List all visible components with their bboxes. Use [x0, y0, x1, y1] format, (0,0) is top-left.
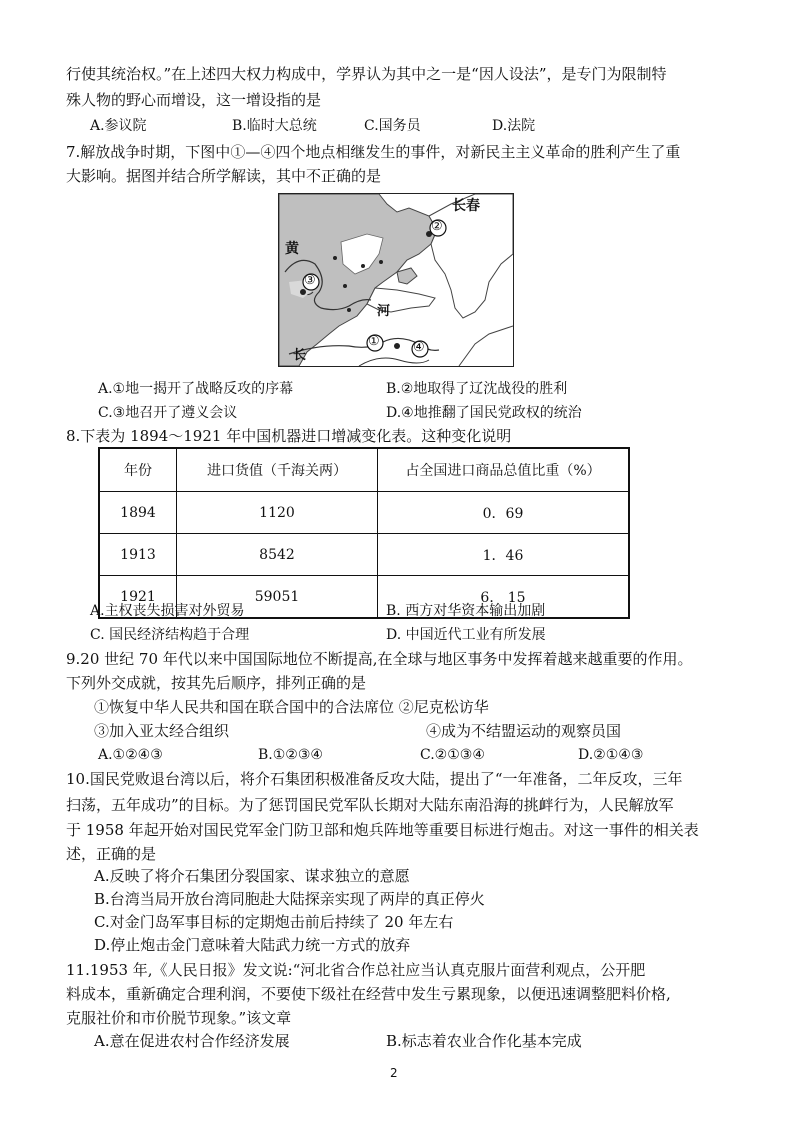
q10-stem-line4: 述，正确的是: [66, 845, 157, 863]
cell-value: 8542: [177, 534, 378, 576]
table-row: [99, 492, 629, 534]
q9-item-3: ③加入亚太经合组织: [94, 722, 230, 740]
page-number: 2: [390, 1066, 398, 1080]
q9-option-c: C.②①③④: [420, 747, 485, 763]
q10-stem-line3: 于 1958 年起开始对国民党军金门防卫部和炮兵阵地等重要目标进行炮击。对这一事件的相关表: [66, 821, 699, 839]
cell-share: 6． 15: [378, 576, 630, 619]
q8-option-b: B. 西方对华资本输出加剧: [386, 603, 546, 619]
q7-option-b: B.②地取得了辽沈战役的胜利: [386, 381, 568, 397]
q9-item-1-2: ①恢复中华人民共和国在联合国中的合法席位 ②尼克松访华: [94, 698, 489, 716]
q7-stem-line1: 7.解放战争时期，下图中①—④四个地点相继发生的事件，对新民主主义革命的胜利产生了重: [66, 143, 681, 161]
q10-stem-line1: 10.国民党败退台湾以后，将介石集团积极准备反攻大陆，提出了“一年准备，二年反攻，三年: [66, 770, 683, 788]
map-label-changchun: 长春: [452, 198, 480, 214]
q11-stem-line2: 料成本，重新确定合理利润，不要使下级社在经营中发生亏累现象，以便迅速调整肥料价格,: [66, 985, 671, 1003]
q7-stem-line2: 大影响。据图并结合所学解读，其中不正确的是: [66, 167, 382, 185]
cell-share: 0．69: [378, 492, 630, 534]
cell-value: 59051: [177, 576, 378, 619]
cell-value: 1120: [177, 492, 378, 534]
q10-option-b: B.台湾当局开放台湾同胞赴大陆探亲实现了两岸的真正停火: [94, 890, 485, 908]
map-label-huang: 黄: [285, 241, 299, 257]
q11-stem-line1: 11.1953 年,《人民日报》发文说:“河北省合作总社应当认真克服片面营利观点，公开肥: [66, 961, 646, 979]
import-table: [98, 447, 630, 619]
q11-option-a: A.意在促进农村合作经济发展: [94, 1032, 290, 1050]
q6-stem-line1: 行使其统治权。”在上述四大权力构成中，学界认为其中之一是“因人设法”，是专门为限制特: [66, 65, 667, 83]
q10-option-c: C.对金门岛军事目标的定期炮击前后持续了 20 年左右: [94, 913, 454, 931]
q8-option-d: D. 中国近代工业有所发展: [386, 627, 546, 643]
q8-stem: 8.下表为 1894～1921 年中国机器进口增减变化表。这种变化说明: [66, 427, 512, 445]
cell-share: 1．46: [378, 534, 630, 576]
q9-stem-line2: 下列外交成就，按其先后顺序，排列正确的是: [66, 674, 367, 692]
q7-option-a: A.①地一揭开了战略反攻的序幕: [98, 381, 294, 397]
q7-option-d: D.④地推翻了国民党政权的统治: [386, 405, 582, 421]
q9-item-4: ④成为不结盟运动的观察员国: [426, 722, 622, 740]
map-marker-4: ④: [413, 340, 425, 355]
q11-option-b: B.标志着农业合作化基本完成: [386, 1032, 582, 1050]
map-marker-1: ①: [368, 334, 380, 349]
cell-year: 1921: [99, 576, 177, 619]
table-row: [99, 534, 629, 576]
q6-option-a: A.参议院: [90, 118, 147, 134]
q9-option-d: D.②①④③: [578, 747, 644, 763]
q8-option-a: A.主权丧失损害对外贸易: [90, 603, 245, 619]
q10-stem-line2: 扫荡，五年成功”的目标。为了惩罚国民党军队长期对大陆东南沿海的挑衅行为，人民解放军: [66, 796, 674, 814]
q9-option-a: A.①②④③: [98, 747, 163, 763]
header-share: 占全国进口商品总值比重（%）: [378, 448, 630, 492]
q6-stem-line2: 殊人物的野心而增设，这一增设指的是: [66, 91, 322, 109]
map-label-he: 河: [377, 304, 391, 319]
q7-option-c: C.③地召开了遵义会议: [98, 405, 238, 421]
q6-option-d: D.法院: [492, 118, 536, 134]
table-header-row: [99, 448, 629, 492]
q11-stem-line3: 克服社价和市价脱节现象。”该文章: [66, 1009, 292, 1027]
q8-option-c: C. 国民经济结构趋于合理: [90, 627, 250, 643]
civil-war-map: [278, 193, 514, 367]
q6-option-c: C.国务员: [364, 118, 421, 134]
q10-option-d: D.停止炮击金门意味着大陆武力统一方式的放弃: [94, 936, 411, 954]
map-marker-2: ②: [431, 219, 443, 234]
cell-year: 1894: [99, 492, 177, 534]
header-year: 年份: [99, 448, 177, 492]
map-marker-3: ③: [304, 273, 316, 288]
header-import-value: 进口货值（千海关两）: [177, 448, 378, 492]
q6-option-b: B.临时大总统: [232, 118, 317, 134]
q9-stem-line1: 9.20 世纪 70 年代以来中国国际地位不断提高,在全球与地区事务中发挥着越来越重要的作用。: [66, 650, 693, 668]
q10-option-a: A.反映了将介石集团分裂国家、谋求独立的意愿: [94, 867, 410, 885]
map-label-chang: 长: [293, 348, 307, 363]
cell-year: 1913: [99, 534, 177, 576]
q9-option-b: B.①②③④: [258, 747, 323, 763]
